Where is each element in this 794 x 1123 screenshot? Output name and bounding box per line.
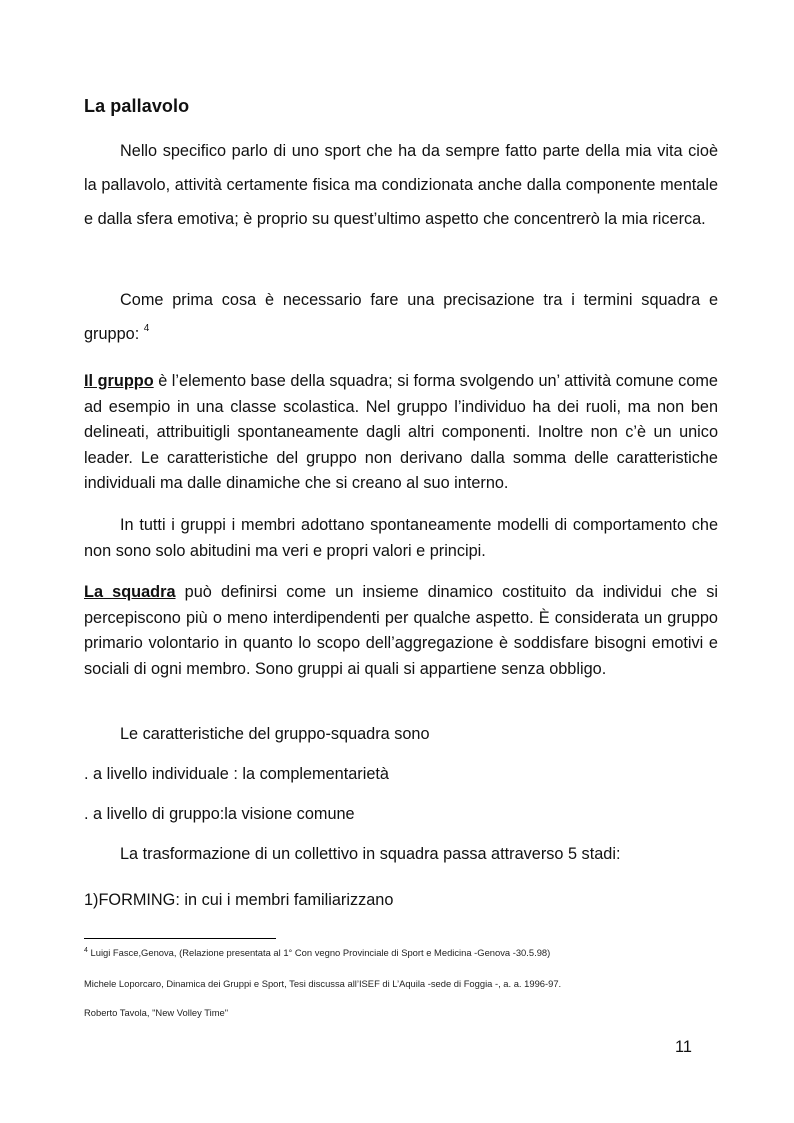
page-number: 11 [675,1038,692,1056]
footnote-1-marker: 4 [84,947,88,954]
footnote-reference[interactable]: 4 [143,323,150,334]
footnote-1-text: Luigi Fasce,Genova, (Relazione presentata al 1° Con vegno Provinciale di Sport e Medicina -Genova -30.5.98) [87,947,551,958]
paragraph-intro-text: Nello specifico parlo di uno sport che ha da sempre fatto parte della mia vita cioè la pallavolo, attività certamente fisica ma condizionata anche dalla componente mentale e dalla sfera emotiva; è proprio su quest’ultimo aspetto che concentrerò la mia ricerca. [84,142,718,228]
paragraph-modelli-text: In tutti i gruppi i membri adottano spontaneamente modelli di comportamento che non sono solo abitudini ma veri e propri valori e principi. [84,516,718,560]
section-heading: La pallavolo [84,96,190,116]
stages-intro: La trasformazione di un collettivo in squadra passa attraverso 5 stadi: [120,845,621,863]
paragraph-intro [84,134,718,236]
paragraph-precisazione [84,283,718,351]
paragraph-squadra [84,580,718,682]
footnote-divider [84,938,276,939]
characteristic-group: . a livello di gruppo:la visione comune [84,805,355,823]
stage-forming: 1)FORMING: in cui i membri familiarizzano [84,891,394,909]
term-gruppo: Il gruppo [84,372,154,390]
footnote-2: Michele Loporcaro, Dinamica dei Gruppi e Sport, Tesi discussa all’ISEF di L’Aquila -sede di Foggia -, a. a. 1996-97. [84,978,562,989]
footnote-3: Roberto Tavola, "New Volley Time" [84,1007,229,1018]
term-squadra: La squadra [84,583,176,601]
paragraph-precisazione-text: Come prima cosa è necessario fare una precisazione tra i termini squadra e gruppo: [84,291,718,343]
footnote-1 [84,947,550,958]
paragraph-gruppo-text: è l’elemento base della squadra; si forma svolgendo un’ attività comune come ad esempio in una classe scolastica. Nel gruppo l’individuo ha dei ruoli, ma non ben delineati, attribuitigli spontaneamente dagli altri componenti. Inoltre non c’è un unico leader. Le caratteristiche del gruppo non derivano dalla somma delle caratteristiche individuali ma dalle dinamiche che si creano al suo interno. [84,372,718,492]
characteristics-intro: Le caratteristiche del gruppo-squadra sono [120,725,430,743]
paragraph-modelli [84,513,718,564]
characteristic-individual: . a livello individuale : la complementarietà [84,765,389,783]
paragraph-gruppo [84,369,718,497]
paragraph-squadra-text: può definirsi come un insieme dinamico costituito da individui che si percepiscono più o meno interdipendenti per qualche aspetto. È considerata un gruppo primario volontario in quanto lo scopo dell’aggregazione è soddisfare bisogni emotivi e sociali di ogni membro. Sono gruppi ai quali si appartiene senza obbligo. [84,583,718,678]
